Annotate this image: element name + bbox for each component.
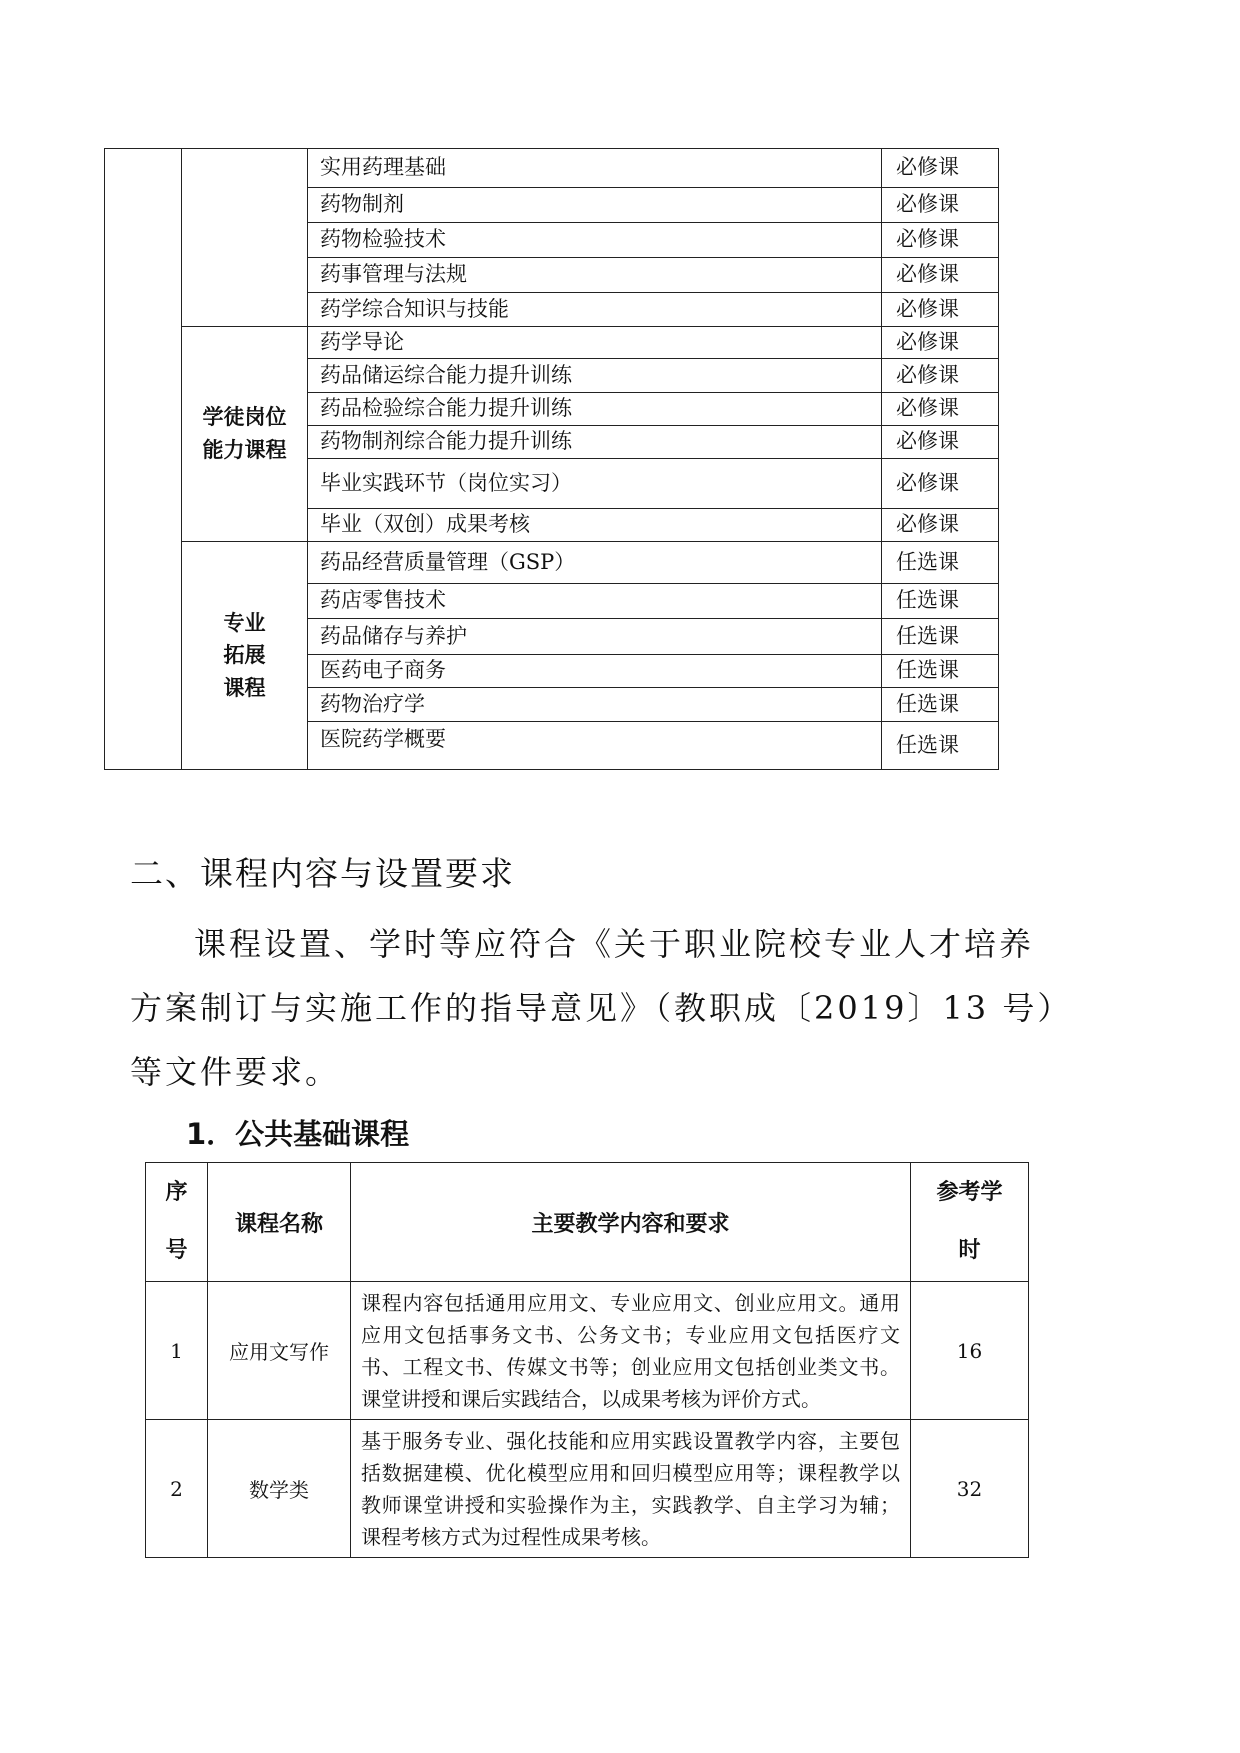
- table-row: [105, 542, 999, 584]
- course-type: 任选课: [882, 542, 999, 584]
- header-no: [146, 1163, 208, 1282]
- row-content: 课程内容包括通用应用文、专业应用文、创业应用文。通用应用文包括事务文书、公务文书；专业应用文包括医疗文书、工程文书、传媒文书等；创业应用文包括创业类文书。课堂讲授和课后实践结合，以成果考核为评价方式。: [351, 1282, 911, 1420]
- course-name: 药品储存与养护: [308, 619, 882, 655]
- group-apprentice-cell: [182, 327, 308, 542]
- table-row: [146, 1282, 1029, 1420]
- course-name: 药物治疗学: [308, 688, 882, 722]
- course-type: 必修课: [882, 327, 999, 359]
- table-row: [105, 149, 999, 188]
- row-no: 2: [146, 1420, 208, 1558]
- group-expand-line3: 课程: [223, 675, 266, 700]
- course-name: 医药电子商务: [308, 655, 882, 688]
- table-row: [146, 1420, 1029, 1558]
- course-name: 毕业（双创）成果考核: [308, 509, 882, 542]
- course-name: 医院药学概要: [308, 722, 882, 770]
- group-apprentice-line2: 能力课程: [202, 438, 287, 462]
- course-name: 药物制剂综合能力提升训练: [308, 426, 882, 459]
- header-content: 主要教学内容和要求: [351, 1163, 911, 1282]
- course-name: 药品储运综合能力提升训练: [308, 359, 882, 393]
- course-name: 药学综合知识与技能: [308, 293, 882, 327]
- course-name: 药物检验技术: [308, 223, 882, 258]
- course-name: 药品检验综合能力提升训练: [308, 393, 882, 426]
- course-table: [104, 148, 999, 770]
- course-type: 必修课: [882, 426, 999, 459]
- row-hours: 32: [911, 1420, 1029, 1558]
- group-apprentice-line1: 学徒岗位: [202, 405, 287, 430]
- course-name: 药品经营质量管理（GSP）: [308, 542, 882, 584]
- content-table: [145, 1162, 1029, 1558]
- course-type: 必修课: [882, 293, 999, 327]
- course-type: 必修课: [882, 223, 999, 258]
- group-expand-line2: 拓展: [223, 643, 266, 668]
- group-cell: [182, 149, 308, 327]
- course-name: 毕业实践环节（岗位实习）: [308, 459, 882, 509]
- course-name: 实用药理基础: [308, 149, 882, 188]
- course-type: 必修课: [882, 393, 999, 426]
- course-type: 必修课: [882, 459, 999, 509]
- header-no-line2: 号: [165, 1238, 188, 1263]
- category-cell: [105, 149, 182, 770]
- course-type: 必修课: [882, 258, 999, 293]
- course-type: 任选课: [882, 619, 999, 655]
- row-no: 1: [146, 1282, 208, 1420]
- header-no-line1: 序: [165, 1180, 188, 1205]
- subsection-heading: 1．公共基础课程: [186, 1117, 410, 1151]
- row-course-name: 应用文写作: [208, 1282, 351, 1420]
- course-type: 任选课: [882, 584, 999, 619]
- table-row: [105, 327, 999, 359]
- course-type: 必修课: [882, 359, 999, 393]
- course-type: 任选课: [882, 722, 999, 770]
- course-name: 药店零售技术: [308, 584, 882, 619]
- header-hours: [911, 1163, 1029, 1282]
- row-course-name: 数学类: [208, 1420, 351, 1558]
- course-type: 必修课: [882, 188, 999, 223]
- group-expand-line1: 专业: [223, 610, 266, 635]
- course-name: 药物制剂: [308, 188, 882, 223]
- course-type: 任选课: [882, 655, 999, 688]
- header-name: 课程名称: [208, 1163, 351, 1282]
- course-type: 必修课: [882, 149, 999, 188]
- section-heading: 二、课程内容与设置要求: [130, 854, 515, 893]
- table-header-row: [146, 1163, 1029, 1282]
- row-hours: 16: [911, 1282, 1029, 1420]
- body-paragraph: 课程设置、学时等应符合《关于职业院校专业人才培养方案制订与实施工作的指导意见》（教职成〔2019〕13 号）等文件要求。: [130, 925, 1057, 1091]
- course-type: 必修课: [882, 509, 999, 542]
- course-name: 药学导论: [308, 327, 882, 359]
- header-hours-line2: 时: [958, 1238, 981, 1263]
- row-content: 基于服务专业、强化技能和应用实践设置教学内容，主要包括数据建模、优化模型应用和回归模型应用等；课程教学以教师课堂讲授和实验操作为主，实践教学、自主学习为辅；课程考核方式为过程性成果考核。: [351, 1420, 911, 1558]
- group-expand-cell: [182, 542, 308, 770]
- course-name: 药事管理与法规: [308, 258, 882, 293]
- header-hours-line1: 参考学: [936, 1180, 1003, 1205]
- course-type: 任选课: [882, 688, 999, 722]
